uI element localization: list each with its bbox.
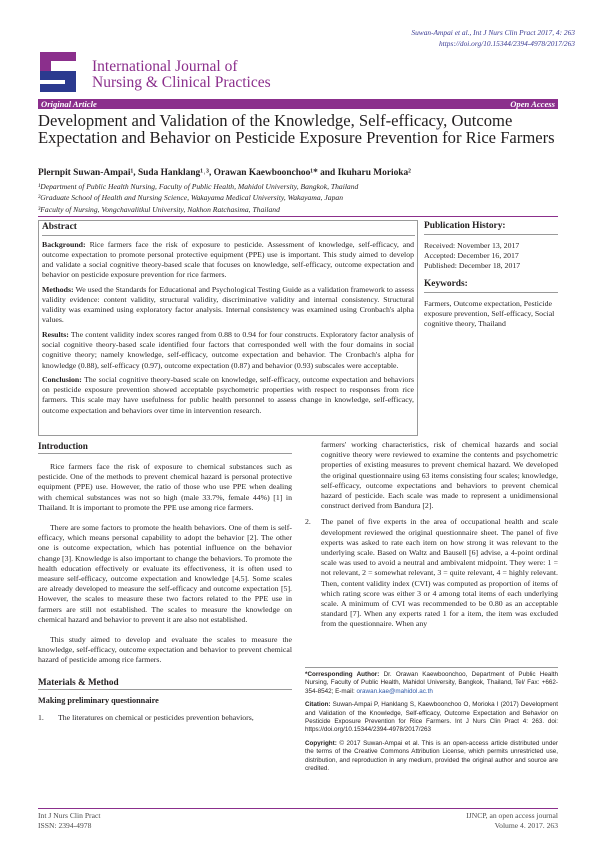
side-panel — [424, 220, 558, 329]
citation-line: Suwan-Ampai et al., Int J Nurs Clin Pract 2017, 4: 263 — [411, 28, 575, 37]
keywords-text: Farmers, Outcome expectation, Pesticide exposure prevention, Self-efficacy, Social cognitive theory, Thailand — [424, 298, 555, 329]
results-text: The content validity index scores ranged from 0.88 to 0.94 for four constructs. Exploratory factor analysis of social cognitive theory-based scale identified four factors that corresponded well with the four domains in social cognitive theory; namely knowledge, self-efficacy, outcome expectation and behavior. The Cronbach's alpha for knowledge (0.88), self-efficacy (0.97), outcome expectation (0.87) and behavior (0.93) subscales were acceptable. — [42, 330, 414, 370]
footnotes — [305, 671, 558, 778]
subsection-heading: Making preliminary questionnaire — [38, 695, 159, 705]
background-label: Background: — [42, 240, 86, 249]
corresponding-label: *Corresponding Author: — [305, 671, 380, 678]
abstract-body — [42, 240, 414, 420]
citation-text: Suwan-Ampai P, Hanklang S, Kaewboonchoo O, Morioka I (2017) Development and Validation of the Knowledge, Self-efficacy, Outcome Expectation and Behavior on Pesticide Exposure Prevention for Rice Farmers. Int J Nurs Clin Pract 4: 263. doi: https://doi.org/10.15344/2394-4978/2017/263 — [305, 701, 558, 734]
received-date: Received: November 13, 2017 — [424, 241, 520, 250]
corresponding-text: Dr. Orawan Kaewboonchoo, Department of Public Health Nursing, Faculty of Public Health, Mahidol University, Bangkok, Thailand, Tel/ Fax: +662-354-8542; E-mail: — [305, 671, 558, 695]
list-item-continuation — [305, 440, 558, 511]
affiliations — [38, 181, 558, 215]
results-label: Results: — [42, 330, 69, 340]
methods-text: We used the Standards for Educational and Psychological Testing Guide as a validation framework to assess validity evidence: content validity, structural validity, discriminative validity and internal consistency. Structural validity was examined using exploratory factor analysis. Internal consistency was examined using Cronbach's alpha values. — [42, 285, 414, 325]
intro-paragraph-1: Rice farmers face the risk of exposure to chemical substances such as pesticide. One of the methods to prevent chemical hazard is personal protective equipment (PPE) use. However, the ratio of those who use PPE when dealing with chemical substances was not so high (male 33.7%, female 44%) [1] in Thailand. It is important to promote the PPE use among rice farmers. — [38, 462, 292, 512]
footer-left — [38, 811, 100, 832]
email-link[interactable]: orawan.kae@mahidol.ac.th — [356, 687, 433, 695]
article-type-label: Original Article — [41, 99, 97, 109]
affiliation-1: ¹Department of Public Health Nursing, Faculty of Public Health, Mahidol University, Bangkok, Thailand — [38, 182, 359, 191]
introduction-heading: Introduction — [38, 441, 88, 451]
copyright-label: Copyright: — [305, 739, 337, 747]
abstract-methods — [42, 285, 414, 326]
abstract-rule — [42, 235, 415, 236]
copyright-text: © 2017 Suwan-Ampai et al. This is an open-access article distributed under the terms of the Creative Commons Attribution License, which permits unrestricted use, distribution, and reproduction in any medium, provided the original author and source are credited. — [305, 739, 558, 773]
body-left-column — [38, 440, 292, 723]
abstract-heading: Abstract — [42, 222, 77, 232]
conclusion-text: The social cognitive theory-based scale on knowledge, self-efficacy, outcome expectation and behaviors on pesticide exposure prevention showed acceptable psychometric properties with respect to responses from rice farmers. This scale may have usefulness for public health personnel to assess change in knowledge, self-efficacy, outcome expectation and behaviors over time in intervention research. — [42, 375, 414, 415]
header-divider — [38, 216, 558, 217]
journal-name-line2: Nursing & Clinical Practices — [92, 74, 271, 91]
keywords-heading: Keywords: — [424, 278, 468, 289]
citation-footnote — [305, 701, 558, 735]
footer-volume: Volume 4. 2017. 263 — [494, 821, 558, 831]
open-access-label: Open Access — [510, 99, 555, 109]
article-title: Development and Validation of the Knowledge, Self-efficacy, Outcome Expectation and Behavior on Pesticide Exposure Prevention for Rice Farmers — [38, 111, 555, 147]
header-citation — [411, 27, 575, 49]
intro-paragraph-3: This study aimed to develop and evaluate the scales to measure the knowledge, self-efficacy, outcome expectation and behavior to prevent chemical hazard of pesticide among rice farmers. — [38, 635, 292, 665]
body-right-column — [305, 440, 558, 630]
side-rule — [424, 234, 558, 235]
footnote-rule — [305, 667, 558, 668]
side-rule-2 — [424, 292, 558, 293]
journal-logo — [38, 50, 86, 98]
footer-right — [400, 811, 558, 832]
abstract-results — [42, 330, 414, 371]
article-type-bar — [38, 99, 558, 109]
footer-issn: ISSN: 2394-4978 — [38, 821, 92, 831]
list-item-text: The literatures on chemical or pesticides prevention behaviors, — [58, 712, 254, 722]
published-date: Published: December 18, 2017 — [424, 261, 521, 271]
journal-name-line1: International Journal of — [92, 58, 238, 75]
intro-paragraph-2: There are some factors to promote the health behaviors. One of them is self-efficacy, which means personal capability to adopt the behavior [2]. The other one is outcome expectation, which has potential influence on the behavior change [3]. Knowledge is also important to change the behaviors. To promote the health education effectively or evaluate its effectiveness, it is often used to measure self-efficacy, outcome expectation and knowledge [4,5]. Some scales are already developed to measure the self-efficacy and outcome expectation [5]. However, the scales to measure these two factors related to the PPE use in farmers are still not established. The scales to measure the knowledge on chemical hazard and behavior to prevent it are also not established. — [38, 523, 292, 624]
journal-name — [92, 59, 271, 91]
conclusion-label: Conclusion: — [42, 375, 82, 385]
author-list: Plernpit Suwan-Ampai¹, Suda Hanklang¹˒³, Orawan Kaewboonchoo¹* and Ikuharu Morioka² — [38, 168, 411, 178]
footer-journal-abbrev: Int J Nurs Clin Pract — [38, 811, 101, 820]
list-item-text: The panel of five experts in the area of occupational health and scale development reviewed the original questionnaire sheet. The panel of five experts was asked to rate each item on how strong it was relevant to the underlying scale. Based on Waltz and Bausell [6] advise, a 4-point ordinal scale was used to avoid a neutral and ambivalent midpoint. They were: 1 = not relevant, 2 = somewhat relevant, 3 = quite relevant, 4 = highly relevant. Then, content validity index (CVI) was computed as proportion of items of which rating score was either 3 or 4 among total items of each underlying scale. A minimum of CVI was recommended to be 0.80 as an acceptable standard [7]. When any experts rated 1 for a item, the item was excluded from the questionnaire. When any — [321, 517, 558, 629]
logo-text: GRAPHY — [41, 92, 67, 97]
citation-label: Citation: — [305, 701, 331, 709]
corresponding-author — [305, 671, 558, 696]
affiliation-3: ³Faculty of Nursing, Vongchavalitkul University, Nakhon Ratchasima, Thailand — [38, 204, 280, 214]
methods-label: Methods: — [42, 285, 74, 295]
section-rule — [38, 689, 292, 690]
affiliation-2: ²Graduate School of Health and Nursing Science, Wakayama Medical University, Wakayama, Japan — [38, 193, 343, 203]
list-item — [305, 517, 558, 629]
footer-rule — [38, 808, 558, 809]
doi-link[interactable]: https://doi.org/10.15344/2394-4978/2017/263 — [438, 39, 575, 48]
publication-history-heading: Publication History: — [424, 221, 506, 231]
list-item — [38, 713, 292, 723]
section-rule — [38, 453, 292, 454]
list-number: 2. — [305, 517, 311, 527]
list-item-text: farmers' working characteristics, risk of chemical hazards and social cognitive theory were reviewed to examine the contents and psychometric properties of existing measures to prevent chemical hazard. We developed the original questionnaire using 63 items consisting four scales; knowledge, self-efficacy, outcome expectations and behaviors to prevent chemical hazard of pesticide. Each scale was made to represent a unidimensional construct derived from Bandura [2]. — [321, 440, 558, 511]
abstract-background — [42, 240, 414, 281]
abstract-conclusion — [42, 375, 414, 416]
copyright-footnote — [305, 740, 558, 774]
list-number: 1. — [38, 712, 44, 722]
footer-journal-info: IJNCP, an open access journal — [466, 811, 558, 820]
accepted-date: Accepted: December 16, 2017 — [424, 251, 519, 261]
methods-heading: Materials & Method — [38, 676, 119, 687]
logo-mark-icon — [38, 50, 86, 98]
background-text: Rice farmers face the risk of exposure to pesticide. Assessment of knowledge, self-efficacy, and outcome expectation to promote personal protective equipment (PPE) use is important. This study aimed to develop and validate a social cognitive theory-based scale that focuses on knowledge, self-efficacy, outcome expectation and behavior on pesticide exposure prevention for rice farmers. — [42, 240, 414, 280]
